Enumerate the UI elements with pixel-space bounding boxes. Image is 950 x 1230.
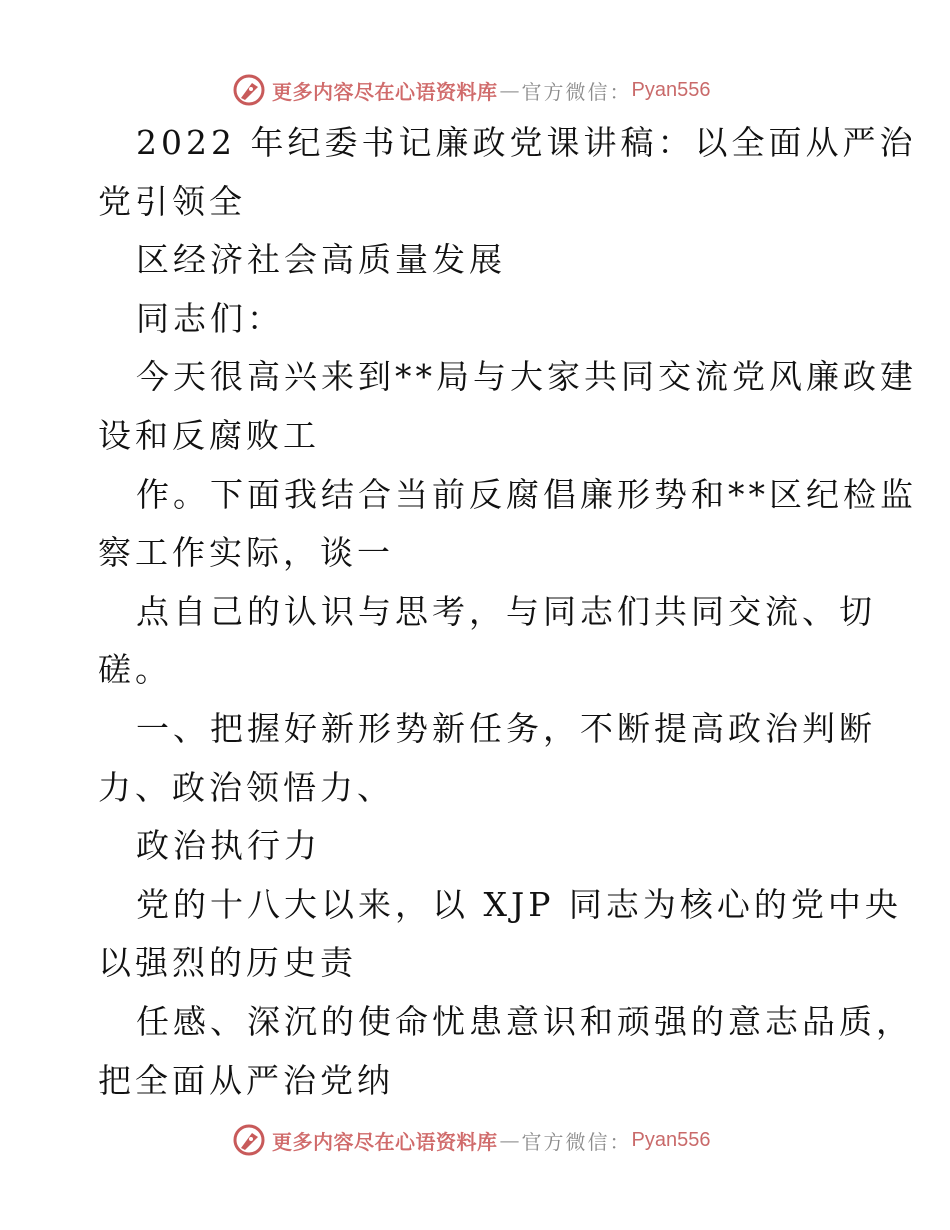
paragraph-line: 以强烈的历史责 [98,943,357,983]
banner-title: 更多内容尽在心语资料库 [272,1129,498,1154]
paragraph-line: 作。下面我结合当前反腐倡廉形势和**区纪检监 [136,474,917,514]
paragraph-line: 把全面从严治党纳 [98,1060,394,1100]
paragraph-line: 设和反腐败工 [98,415,320,455]
title-line-3: 区经济社会高质量发展 [136,240,506,280]
paragraph-line: 任感、深沉的使命忧患意识和顽强的意志品质， [136,1001,913,1041]
footer-banner [232,1120,710,1160]
section-heading-line: 政治执行力 [136,826,321,866]
banner-wechat-id: Pyan556 [631,78,711,101]
pen-nib-logo-icon [232,73,266,107]
document-body [98,114,917,1110]
title-line-2: 党引领全 [98,181,246,221]
section-heading-line: 力、政治领悟力、 [98,767,394,807]
salutation: 同志们： [136,298,284,338]
banner-wechat-id: Pyan556 [631,1128,711,1151]
banner-separator: — [499,1128,520,1152]
section-heading-line: 一、把握好新形势新任务，不断提高政治判断 [136,708,876,748]
paragraph-line: 察工作实际，谈一 [98,533,394,573]
paragraph-line: 磋。 [98,650,172,690]
banner-title: 更多内容尽在心语资料库 [272,79,498,104]
paragraph-line: 点自己的认识与思考，与同志们共同交流、切 [136,591,876,631]
banner-separator: — [499,78,520,102]
paragraph-line: 今天很高兴来到**局与大家共同交流党风廉政建 [136,357,917,397]
banner-wechat-label: 官方微信： [521,79,632,104]
header-banner [232,70,710,110]
pen-nib-logo-icon [232,1123,266,1157]
banner-wechat-label: 官方微信： [521,1129,632,1154]
paragraph-line: 党的十八大以来，以 XJP 同志为核心的党中央 [136,884,902,924]
title-line-1: 2022 年纪委书记廉政党课讲稿：以全面从严治 [136,123,917,162]
